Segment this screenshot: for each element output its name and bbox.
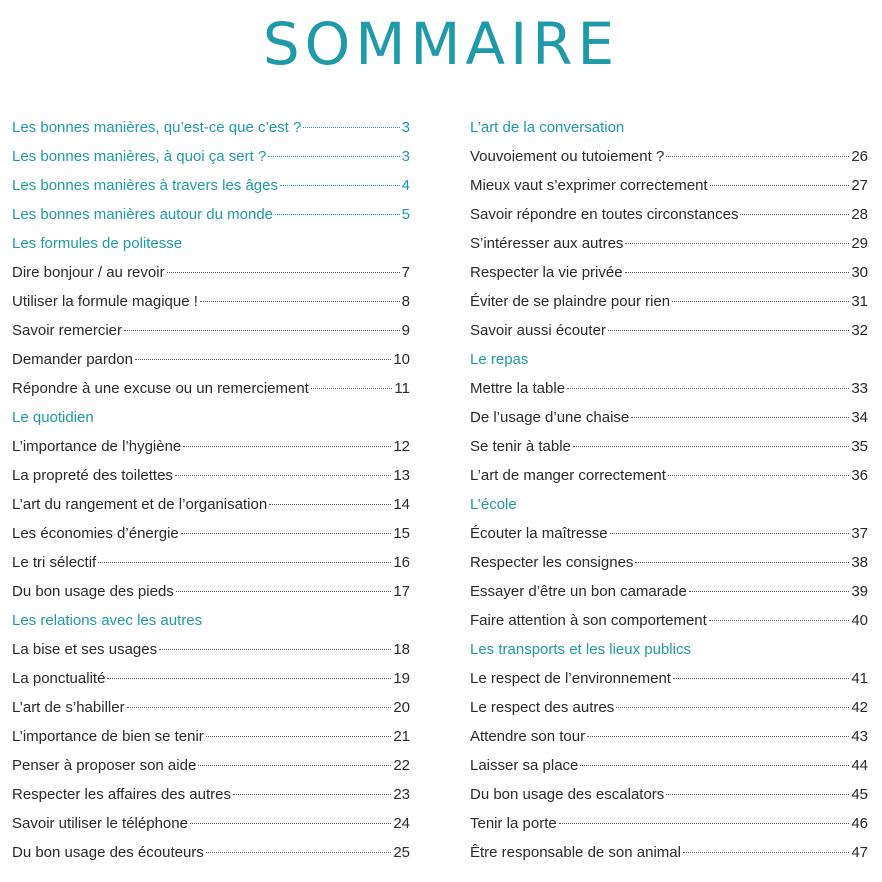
- toc-entry-page-number: 47: [851, 844, 868, 861]
- toc-entry-label: Le tri sélectif: [12, 554, 97, 571]
- toc-entry-page-number: 15: [393, 525, 410, 542]
- toc-entry-page-number: 21: [393, 728, 410, 745]
- toc-entry[interactable]: [470, 461, 868, 490]
- toc-entry[interactable]: [12, 809, 410, 838]
- toc-entry[interactable]: [470, 606, 868, 635]
- toc-entry[interactable]: [12, 142, 410, 171]
- toc-entry[interactable]: [12, 838, 410, 867]
- dot-leader: [206, 736, 392, 737]
- toc-entry-page-number: 3: [401, 119, 410, 136]
- toc-entry-page-number: 41: [851, 670, 868, 687]
- toc-entry-label: Éviter de se plaindre pour rien: [470, 293, 671, 310]
- toc-entry-label: Attendre son tour: [470, 728, 586, 745]
- toc-entry-label: L’importance de l’hygiène: [12, 438, 182, 455]
- toc-entry[interactable]: [12, 519, 410, 548]
- dot-leader: [666, 794, 849, 795]
- toc-entry-label: Savoir utiliser le téléphone: [12, 815, 188, 832]
- toc-entry[interactable]: [12, 461, 410, 490]
- dot-leader: [183, 446, 391, 447]
- dot-leader: [673, 678, 849, 679]
- toc-entry-label: L’art de s’habiller: [12, 699, 125, 716]
- toc-entry[interactable]: [470, 838, 868, 867]
- toc-entry-page-number: 8: [401, 293, 410, 310]
- toc-entry-page-number: 3: [401, 148, 410, 165]
- dot-leader: [176, 591, 392, 592]
- dot-leader: [181, 533, 392, 534]
- toc-entry[interactable]: [470, 287, 868, 316]
- toc-entry-label: Se tenir à table: [470, 438, 571, 455]
- toc-entry-page-number: 23: [393, 786, 410, 803]
- toc-entry-page-number: 29: [851, 235, 868, 252]
- toc-entry[interactable]: [12, 577, 410, 606]
- toc-entry-page-number: 40: [851, 612, 868, 629]
- dot-leader: [567, 388, 849, 389]
- dot-leader: [280, 185, 400, 186]
- toc-entry-page-number: 43: [851, 728, 868, 745]
- dot-leader: [159, 649, 391, 650]
- dot-leader: [175, 475, 391, 476]
- toc-entry[interactable]: [470, 432, 868, 461]
- toc-entry-page-number: 19: [393, 670, 410, 687]
- toc-entry-label: Les bonnes manières, qu’est-ce que c’est ?: [12, 119, 302, 136]
- toc-entry-page-number: 10: [393, 351, 410, 368]
- section-heading: L’art de la conversation: [470, 119, 625, 136]
- toc-entry[interactable]: [12, 722, 410, 751]
- toc-entry-page-number: 4: [401, 177, 410, 194]
- toc-entry[interactable]: [12, 200, 410, 229]
- dot-leader: [740, 214, 849, 215]
- toc-entry-page-number: 9: [401, 322, 410, 339]
- toc-entry-label: Le respect des autres: [470, 699, 615, 716]
- dot-leader: [672, 301, 849, 302]
- toc-entry-label: Du bon usage des pieds: [12, 583, 174, 600]
- toc-entry[interactable]: [12, 490, 410, 519]
- dot-leader: [635, 562, 849, 563]
- toc-entry-label: Tenir la porte: [470, 815, 557, 832]
- dot-leader: [709, 620, 850, 621]
- dot-leader: [587, 736, 849, 737]
- toc-entry-page-number: 35: [851, 438, 868, 455]
- dot-leader: [610, 533, 850, 534]
- toc-entry[interactable]: [470, 664, 868, 693]
- toc-entry[interactable]: [470, 403, 868, 432]
- toc-entry-label: Répondre à une excuse ou un remerciement: [12, 380, 309, 397]
- toc-entry[interactable]: [12, 345, 410, 374]
- toc-entry[interactable]: [470, 577, 868, 606]
- toc-entry[interactable]: [12, 432, 410, 461]
- dot-leader: [124, 330, 400, 331]
- toc-entry-label: Essayer d’être un bon camarade: [470, 583, 687, 600]
- toc-entry[interactable]: [12, 751, 410, 780]
- toc-entry-page-number: 11: [394, 380, 410, 397]
- dot-leader: [625, 272, 850, 273]
- toc-entry-page-number: 16: [393, 554, 410, 571]
- toc-entry[interactable]: [470, 258, 868, 287]
- dot-leader: [268, 156, 399, 157]
- dot-leader: [275, 214, 400, 215]
- toc-entry[interactable]: [12, 258, 410, 287]
- dot-leader: [573, 446, 849, 447]
- toc-entry-page-number: 46: [851, 815, 868, 832]
- toc-entry-page-number: 42: [851, 699, 868, 716]
- dot-leader: [107, 678, 391, 679]
- toc-entry[interactable]: [470, 722, 868, 751]
- dot-leader: [631, 417, 849, 418]
- section-heading: Le repas: [470, 351, 529, 368]
- dot-leader: [206, 852, 392, 853]
- toc-entry-label: Du bon usage des écouteurs: [12, 844, 204, 861]
- toc-entry[interactable]: [470, 751, 868, 780]
- toc-entry[interactable]: [470, 229, 868, 258]
- toc-entry-label: Mieux vaut s’exprimer correctement: [470, 177, 708, 194]
- dot-leader: [666, 156, 849, 157]
- toc-entry-page-number: 12: [393, 438, 410, 455]
- toc-entry[interactable]: [12, 780, 410, 809]
- toc-entry-page-number: 14: [393, 496, 410, 513]
- toc-entry-label: Dire bonjour / au revoir: [12, 264, 165, 281]
- toc-entry-page-number: 20: [393, 699, 410, 716]
- toc-entry[interactable]: [470, 519, 868, 548]
- dot-leader: [710, 185, 850, 186]
- dot-leader: [190, 823, 391, 824]
- toc-entry-page-number: 27: [851, 177, 868, 194]
- section-heading: Les relations avec les autres: [12, 612, 203, 629]
- toc-entry-label: Mettre la table: [470, 380, 566, 397]
- dot-leader: [135, 359, 391, 360]
- dot-leader: [625, 243, 849, 244]
- toc-entry-page-number: 30: [851, 264, 868, 281]
- toc-entry-label: Vouvoiement ou tutoiement ?: [470, 148, 665, 165]
- toc-entry-page-number: 28: [851, 206, 868, 223]
- toc-entry-label: Les économies d’énergie: [12, 525, 179, 542]
- toc-entry[interactable]: [470, 693, 868, 722]
- dot-leader: [608, 330, 849, 331]
- toc-entry-label: La propreté des toilettes: [12, 467, 173, 484]
- toc-entry[interactable]: [470, 171, 868, 200]
- toc-entry-page-number: 22: [393, 757, 410, 774]
- toc-entry-page-number: 45: [851, 786, 868, 803]
- toc-entry[interactable]: [470, 200, 868, 229]
- toc-entry[interactable]: [12, 316, 410, 345]
- dot-leader: [311, 388, 393, 389]
- toc-entry-label: Les bonnes manières, à quoi ça sert ?: [12, 148, 267, 165]
- toc-entry-page-number: 17: [393, 583, 410, 600]
- toc-entry-page-number: 13: [393, 467, 410, 484]
- toc-entry-page-number: 5: [401, 206, 410, 223]
- toc-entry[interactable]: [12, 664, 410, 693]
- toc-entry-label: Savoir aussi écouter: [470, 322, 606, 339]
- section-heading: Le quotidien: [12, 409, 94, 426]
- toc-entry-page-number: 38: [851, 554, 868, 571]
- toc-entry-page-number: 18: [393, 641, 410, 658]
- dot-leader: [689, 591, 850, 592]
- toc-entry-page-number: 24: [393, 815, 410, 832]
- toc-entry-label: Faire attention à son comportement: [470, 612, 707, 629]
- toc-entry-page-number: 32: [851, 322, 868, 339]
- toc-entry-page-number: 31: [851, 293, 868, 310]
- toc-entry-page-number: 36: [851, 467, 868, 484]
- toc-right-column: [470, 113, 868, 867]
- toc-entry[interactable]: [470, 809, 868, 838]
- dot-leader: [559, 823, 850, 824]
- dot-leader: [303, 127, 399, 128]
- dot-leader: [198, 765, 391, 766]
- toc-entry[interactable]: [12, 171, 410, 200]
- toc-entry-label: De l’usage d’une chaise: [470, 409, 630, 426]
- toc-entry-label: Écouter la maîtresse: [470, 525, 608, 542]
- toc-entry-label: Savoir répondre en toutes circonstances: [470, 206, 739, 223]
- toc-entry[interactable]: [470, 142, 868, 171]
- toc-entry-label: L’importance de bien se tenir: [12, 728, 204, 745]
- page-title: SOMMAIRE: [262, 10, 620, 78]
- dot-leader: [127, 707, 392, 708]
- toc-entry[interactable]: [12, 374, 410, 403]
- toc-entry-page-number: 37: [851, 525, 868, 542]
- toc-entry-page-number: 33: [851, 380, 868, 397]
- dot-leader: [683, 852, 849, 853]
- dot-leader: [167, 272, 400, 273]
- toc-entry[interactable]: [12, 693, 410, 722]
- dot-leader: [269, 504, 391, 505]
- toc-entry-label: Le respect de l’environnement: [470, 670, 671, 687]
- toc-entry-label: Du bon usage des escalators: [470, 786, 665, 803]
- toc-entry-label: Laisser sa place: [470, 757, 579, 774]
- toc-entry-label: Demander pardon: [12, 351, 133, 368]
- section-heading: L’école: [470, 496, 517, 513]
- toc-entry[interactable]: [470, 780, 868, 809]
- toc-entry-page-number: 25: [393, 844, 410, 861]
- toc-entry-label: La bise et ses usages: [12, 641, 158, 658]
- toc-entry-label: Respecter les consignes: [470, 554, 634, 571]
- dot-leader: [616, 707, 849, 708]
- toc-entry[interactable]: [12, 113, 410, 142]
- dot-leader: [233, 794, 391, 795]
- toc-entry-label: Respecter la vie privée: [470, 264, 623, 281]
- section-heading: Les formules de politesse: [12, 235, 183, 252]
- toc-entry-label: La ponctualité: [12, 670, 106, 687]
- toc-entry-label: Être responsable de son animal: [470, 844, 681, 861]
- toc-entry-label: Respecter les affaires des autres: [12, 786, 232, 803]
- toc-entry[interactable]: [12, 548, 410, 577]
- toc-entry[interactable]: [12, 287, 410, 316]
- toc-entry-page-number: 7: [401, 264, 410, 281]
- section-heading: Les transports et les lieux publics: [470, 641, 691, 658]
- toc-entry-label: L’art du rangement et de l’organisation: [12, 496, 268, 513]
- toc-entry-page-number: 34: [851, 409, 868, 426]
- dot-leader: [580, 765, 849, 766]
- toc-entry[interactable]: [470, 316, 868, 345]
- toc-entry-label: Utiliser la formule magique !: [12, 293, 198, 310]
- toc-entry-label: L’art de manger correctement: [470, 467, 666, 484]
- dot-leader: [98, 562, 391, 563]
- toc-entry-page-number: 39: [851, 583, 868, 600]
- dot-leader: [668, 475, 849, 476]
- toc-entry-label: Penser à proposer son aide: [12, 757, 197, 774]
- toc-entry[interactable]: [470, 548, 868, 577]
- dot-leader: [200, 301, 400, 302]
- toc-entry-page-number: 44: [851, 757, 868, 774]
- toc-entry[interactable]: [12, 635, 410, 664]
- toc-left-column: [12, 113, 410, 867]
- toc-entry-label: Les bonnes manières à travers les âges: [12, 177, 278, 194]
- toc-entry-label: Les bonnes manières autour du monde: [12, 206, 274, 223]
- toc-entry[interactable]: [470, 374, 868, 403]
- toc-entry-label: Savoir remercier: [12, 322, 123, 339]
- toc-entry-page-number: 26: [851, 148, 868, 165]
- toc-entry-label: S’intéresser aux autres: [470, 235, 624, 252]
